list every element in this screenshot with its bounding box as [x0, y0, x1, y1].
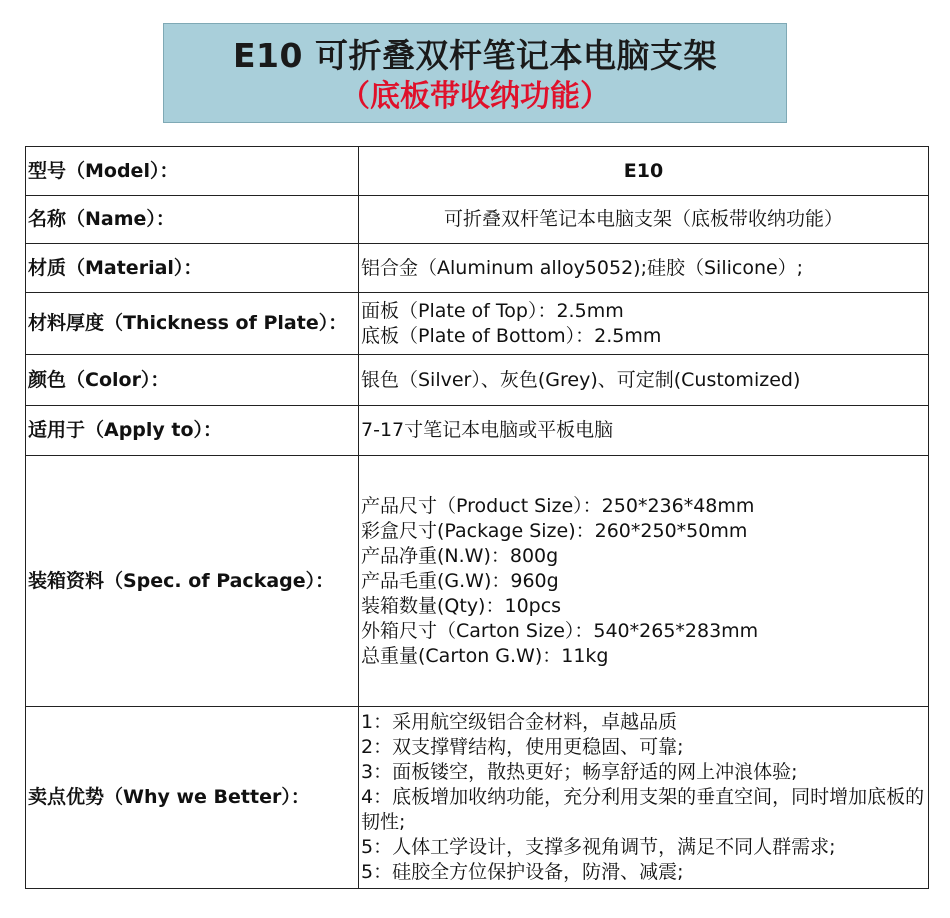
table-row-thickness	[26, 293, 929, 355]
spec-table	[25, 146, 929, 889]
table-row-package	[26, 456, 929, 707]
row-value	[359, 456, 929, 707]
row-label: 材料厚度（Thickness of Plate）：	[26, 293, 359, 355]
value-line: 4：底板增加收纳功能，充分利用支架的垂直空间，同时增加底板的韧性;	[361, 786, 925, 833]
row-value	[359, 244, 929, 293]
row-label: 材质（Material）：	[26, 244, 359, 293]
title-banner	[163, 23, 787, 123]
table-row-color	[26, 355, 929, 406]
row-label: 名称（Name）：	[26, 196, 359, 244]
value-line: 底板（Plate of Bottom）：2.5mm	[361, 324, 662, 347]
title-main: E10 可折叠双杆笔记本电脑支架	[233, 36, 717, 75]
value-line: 2：双支撑臂结构，使用更稳固、可靠;	[361, 736, 684, 758]
table-row-advantages	[26, 707, 929, 889]
row-value	[359, 355, 929, 406]
row-value	[359, 707, 929, 889]
value-line: 产品尺寸（Product Size）：250*236*48mm	[361, 494, 755, 517]
value-line: 银色（Silver）、灰色(Grey)、可定制(Customized)	[361, 368, 801, 391]
value-line: 5：人体工学设计，支撑多视角调节，满足不同人群需求;	[361, 836, 836, 858]
value-line: 可折叠双杆笔记本电脑支架（底板带收纳功能）	[443, 208, 843, 230]
value-line: 面板（Plate of Top）：2.5mm	[361, 299, 624, 322]
value-line: 产品毛重(G.W)：960g	[361, 569, 559, 592]
row-label: 颜色（Color）：	[26, 355, 359, 406]
row-label: 适用于（Apply to）：	[26, 406, 359, 456]
table-row-apply	[26, 406, 929, 456]
row-value	[359, 293, 929, 355]
value-line: 彩盒尺寸(Package Size)：260*250*50mm	[361, 519, 748, 542]
value-line: 外箱尺寸（Carton Size）：540*265*283mm	[361, 619, 759, 642]
value-line: 3：面板镂空，散热更好；畅享舒适的网上冲浪体验;	[361, 761, 798, 783]
row-label: 装箱资料（Spec. of Package）：	[26, 456, 359, 707]
row-value	[359, 147, 929, 196]
value-line: 7-17寸笔记本电脑或平板电脑	[361, 419, 614, 441]
table-row-model	[26, 147, 929, 196]
value-line: 铝合金（Aluminum alloy5052);硅胶（Silicone）;	[361, 256, 804, 279]
table-row-name	[26, 196, 929, 244]
value-line: 总重量(Carton G.W)：11kg	[361, 644, 609, 667]
row-value	[359, 196, 929, 244]
value-line: 装箱数量(Qty)：10pcs	[361, 594, 562, 617]
title-subtitle: （底板带收纳功能）	[340, 79, 610, 114]
value-line: 5：硅胶全方位保护设备，防滑、减震;	[361, 861, 684, 883]
row-label: 型号（Model）：	[26, 147, 359, 196]
row-label: 卖点优势（Why we Better）：	[26, 707, 359, 889]
value-line: 1：采用航空级铝合金材料，卓越品质	[361, 711, 678, 733]
table-row-material	[26, 244, 929, 293]
value-line: E10	[623, 159, 664, 182]
value-line: 产品净重(N.W)：800g	[361, 544, 559, 567]
row-value	[359, 406, 929, 456]
